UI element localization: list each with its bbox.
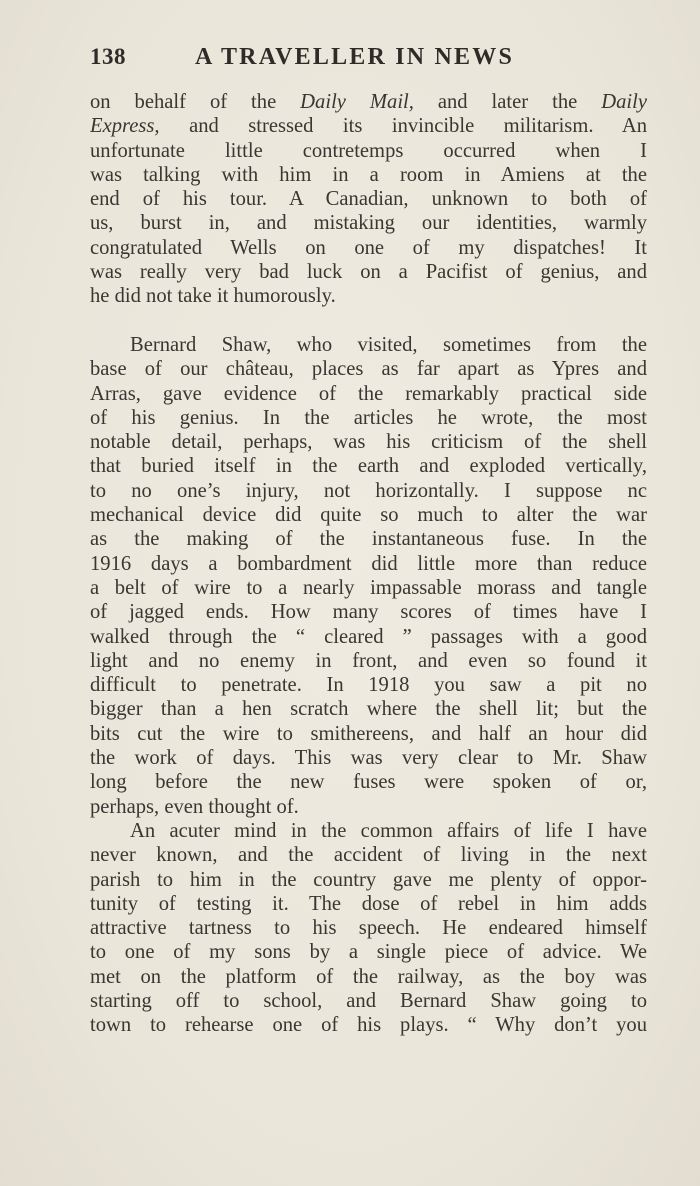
text-line: Bernard Shaw, who visited, sometimes from the [130,333,647,356]
text-line: perhaps, even thought of. [90,795,299,818]
text-line: long before the new fuses were spoken of or, [90,771,647,794]
text-line: to no one’s injury, not horizontally. I suppose nc [90,479,647,502]
text-line: never known, and the accident of living in the next [90,844,647,867]
running-head: A TRAVELLER IN NEWS [195,44,515,70]
italic-title: Daily [601,91,647,113]
text-line: the work of days. This was very clear to Mr. Shaw [90,747,647,770]
paragraph-3 [90,819,647,1038]
text-line: light and no enemy in front, and even so found it [90,649,647,672]
paragraph-2 [90,333,647,819]
italic-title: Daily Mail, [300,91,414,113]
text-line: us, burst in, and mistaking our identities, warmly [90,212,647,235]
text-line: unfortunate little contretemps occurred when I [90,139,647,162]
paragraph-spacer [90,309,647,333]
text-line: that buried itself in the earth and exploded vertically, [90,455,647,478]
text-run: and stressed its invincible militarism. An [159,115,647,138]
text-line: as the making of the instantaneous fuse. In the [90,528,647,551]
text-line: tunity of testing it. The dose of rebel in him adds [90,892,647,915]
text-line: of his genius. In the articles he wrote, the most [90,406,647,429]
text-line: 1916 days a bombardment did little more than reduce [90,552,647,575]
text-line: to one of my sons by a single piece of advice. We [90,941,647,964]
text-line: bigger than a hen scratch where the shell lit; but the [90,698,647,721]
text-run: and later the [413,91,602,113]
text-line: a belt of wire to a nearly impassable morass and tangle [90,576,647,599]
text-line: of jagged ends. How many scores of times have I [90,601,647,624]
text-line: notable detail, perhaps, was his criticism of the shell [90,431,647,454]
body-text [90,90,647,1038]
page-header [90,44,650,84]
text-line: congratulated Wells on one of my dispatches! It [90,236,647,259]
text-line: end of his tour. A Canadian, unknown to both of [90,188,647,211]
paragraph-1 [90,90,647,309]
text-line: Arras, gave evidence of the remarkably practical side [90,382,647,405]
text-line: An acuter mind in the common affairs of life I have [130,819,647,842]
text-line [90,114,647,138]
text-line: was really very bad luck on a Pacifist of genius, and [90,261,647,284]
text-line: parish to him in the country gave me plenty of oppor- [90,868,647,891]
text-line: walked through the “ cleared ” passages with a good [90,625,647,648]
text-line: met on the platform of the railway, as the boy was [90,965,647,988]
text-line: was talking with him in a room in Amiens at the [90,163,647,186]
text-run: on behalf of the [90,91,301,113]
text-line: town to rehearse one of his plays. “ Why don’t you [90,1014,647,1037]
text-line [90,90,647,114]
text-line: he did not take it humorously. [90,285,336,308]
text-line: difficult to penetrate. In 1918 you saw a pit no [90,674,647,697]
text-line: starting off to school, and Bernard Shaw going to [90,989,647,1012]
text-line: mechanical device did quite so much to alter the war [90,504,647,527]
text-line: base of our château, places as far apart as Ypres and [90,358,647,381]
text-line: attractive tartness to his speech. He endeared himself [90,917,647,940]
italic-title: Express, [90,115,160,138]
text-line: bits cut the wire to smithereens, and half an hour did [90,722,647,745]
page-number: 138 [90,44,126,69]
